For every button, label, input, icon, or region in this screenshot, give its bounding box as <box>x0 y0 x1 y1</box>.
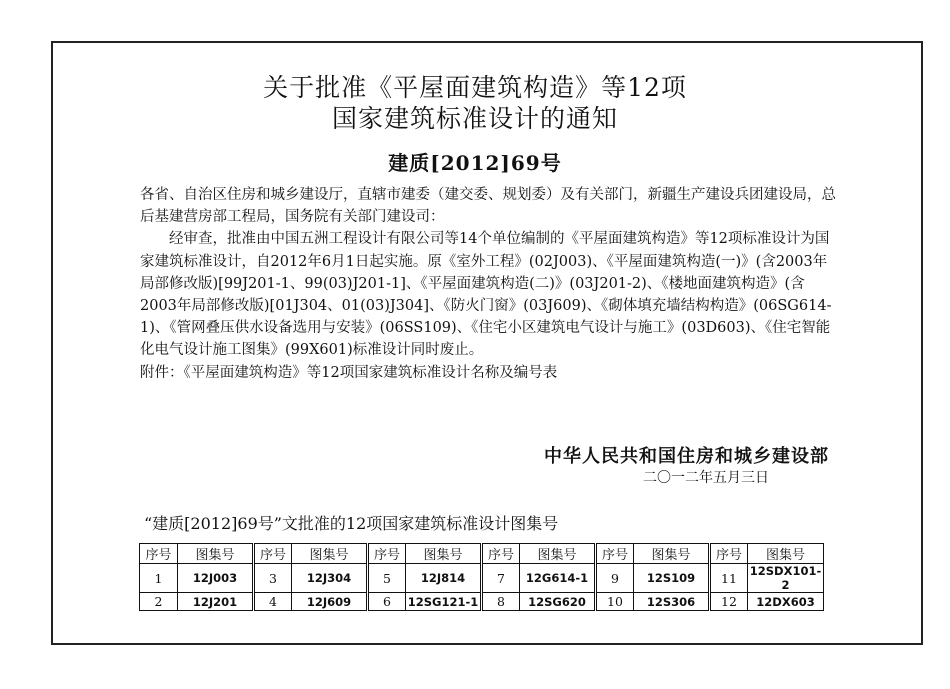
header-code: 图集号 <box>748 544 824 564</box>
header-code: 图集号 <box>178 544 254 564</box>
header-seq: 序号 <box>482 544 520 564</box>
header-seq: 序号 <box>596 544 634 564</box>
title-line-1: 关于批准《平屋面建筑构造》等12项 <box>263 73 687 102</box>
header-seq: 序号 <box>140 544 178 564</box>
seq-cell: 4 <box>254 593 292 611</box>
code-cell: 12S109 <box>634 564 710 593</box>
code-cell: 12S306 <box>634 593 710 611</box>
code-cell: 12SG620 <box>520 593 596 611</box>
issuer-signature: 中华人民共和国住房和城乡建设部 <box>544 446 829 467</box>
notice-body <box>140 184 840 384</box>
seq-cell: 8 <box>482 593 520 611</box>
seq-cell: 5 <box>368 564 406 593</box>
code-cell: 12DX603 <box>748 593 824 611</box>
table-caption: “建质[2012]69号”文批准的12项国家建筑标准设计图集号 <box>144 514 559 533</box>
header-code: 图集号 <box>634 544 710 564</box>
issue-date: 二〇一二年五月三日 <box>643 470 769 486</box>
recipients-paragraph: 各省、自治区住房和城乡建设厅，直辖市建委（建交委、规划委）及有关部门，新疆生产建设兵团建设局，总后基建营房部工程局，国务院有关部门建设司： <box>140 187 836 226</box>
code-cell: 12J201 <box>178 593 254 611</box>
table-row <box>140 564 824 593</box>
seq-cell: 2 <box>140 593 178 611</box>
seq-cell: 6 <box>368 593 406 611</box>
code-cell: 12J304 <box>292 564 368 593</box>
header-code: 图集号 <box>520 544 596 564</box>
atlas-code-table <box>139 543 824 611</box>
main-paragraph: 经审查，批准由中国五洲工程设计有限公司等14个单位编制的《平屋面建筑构造》等12项标准设计为国家建筑标准设计，自2012年6月1日起实施。原《室外工程》(02J003)、《平屋面建筑构造(一)》(含2003年局部修改版)[99J201-1、99(03)J201-1]、《平屋面建筑构造(二)》(03J201-2)、《楼地面建筑构造》(含2003年局部修改版)[01J304、01(03)J304]、《防火门窗》(03J609)、《砌体填充墙结构构造》(06SG614-1)、《管网叠压供水设备选用与安装》(06SS109)、《住宅小区建筑电气设计与施工》(03D603)、《住宅智能化电气设计施工图集》(99X601)标准设计同时废止。 <box>140 231 832 359</box>
header-seq: 序号 <box>710 544 748 564</box>
seq-cell: 12 <box>710 593 748 611</box>
seq-cell: 10 <box>596 593 634 611</box>
title-line-2: 国家建筑标准设计的通知 <box>331 104 618 133</box>
header-seq: 序号 <box>254 544 292 564</box>
code-cell: 12SG121-1 <box>406 593 482 611</box>
code-cell: 12SDX101-2 <box>748 564 824 593</box>
header-code: 图集号 <box>292 544 368 564</box>
code-cell: 12J814 <box>406 564 482 593</box>
seq-cell: 3 <box>254 564 292 593</box>
table-row <box>140 593 824 611</box>
header-code: 图集号 <box>406 544 482 564</box>
code-cell: 12G614-1 <box>520 564 596 593</box>
seq-cell: 7 <box>482 564 520 593</box>
attachment-line: 附件：《平屋面建筑构造》等12项国家建筑标准设计名称及编号表 <box>140 364 558 381</box>
header-seq: 序号 <box>368 544 406 564</box>
seq-cell: 11 <box>710 564 748 593</box>
document-number: 建质[2012]69号 <box>388 151 562 175</box>
code-cell: 12J609 <box>292 593 368 611</box>
seq-cell: 9 <box>596 564 634 593</box>
seq-cell: 1 <box>140 564 178 593</box>
table-header-row <box>140 544 824 564</box>
code-cell: 12J003 <box>178 564 254 593</box>
